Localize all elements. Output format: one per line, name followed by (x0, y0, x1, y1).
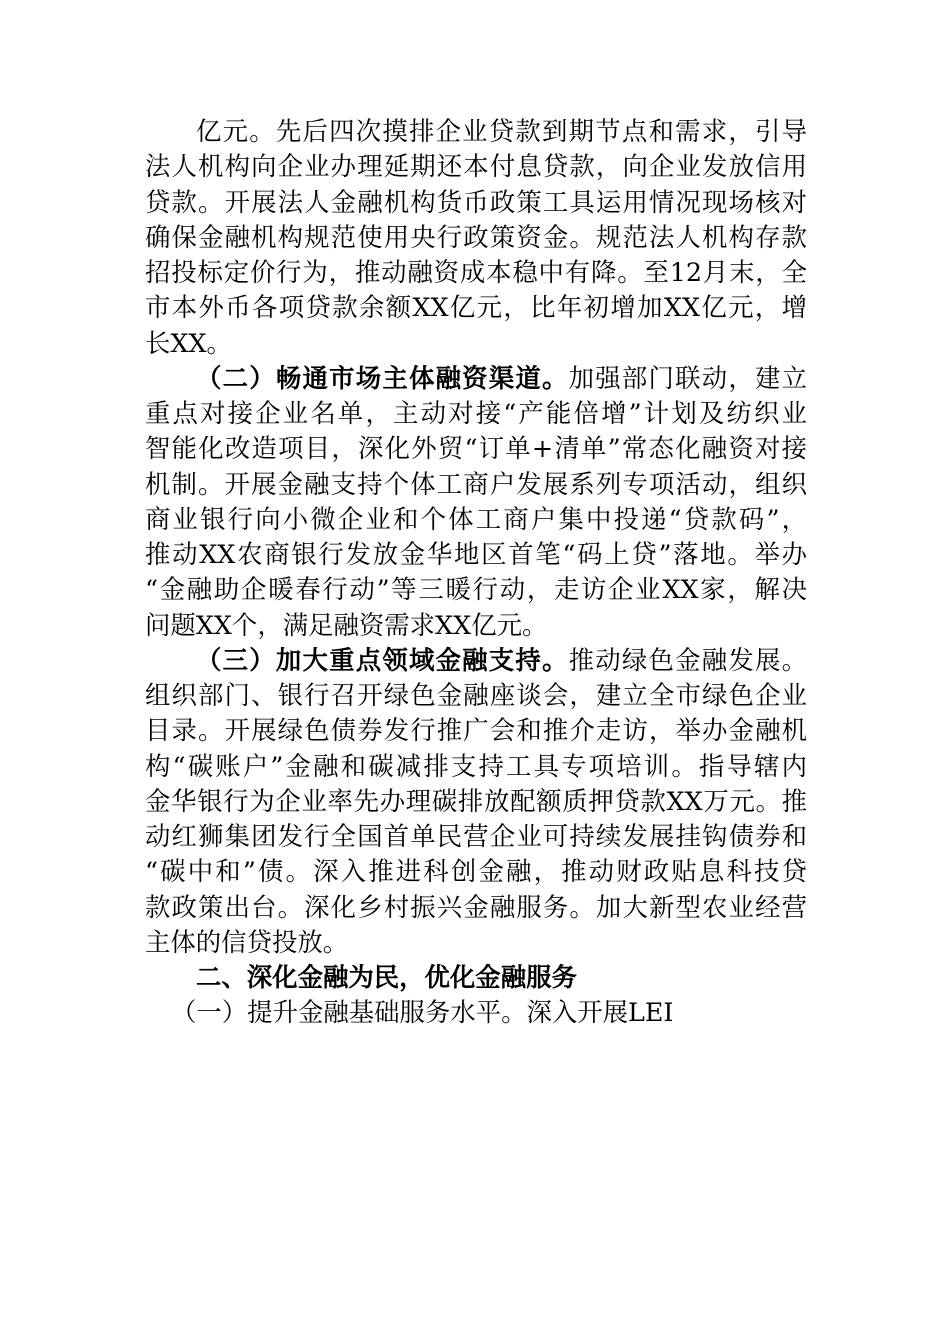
text-line: 构“碳账户”金融和碳减排支持工具专项培训。指导辖内 (145, 750, 807, 781)
section-2-title: （二）畅通市场主体融资渠道。 (196, 362, 569, 393)
text-line: 招投标定价行为，推动融资成本稳中有降。至12月末，全 (145, 257, 807, 287)
chapter-heading: 二、深化金融为民，优化金融服务 (196, 962, 577, 992)
text-line: 款政策出台。深化乡村振兴金融服务。加大新型农业经营 (145, 891, 807, 922)
text-line: 重点对接企业名单，主动对接“产能倍增”计划及纺织业 (145, 398, 807, 428)
text-line: 确保金融机构规范使用央行政策资金。规范法人机构存款 (145, 221, 807, 252)
section-2-lead-text: 加强部门联动，建立 (568, 362, 808, 393)
text-line: 亿元。先后四次摸排企业贷款到期节点和需求，引导 (196, 116, 807, 146)
text-line: 机制。开展金融支持个体工商户发展系列专项活动，组织 (145, 468, 807, 499)
section-2-lead-line (145, 361, 807, 396)
section-3-title: （三）加大重点领域金融支持。 (196, 644, 569, 675)
text-line: “金融助企暖春行动”等三暖行动，走访企业XX家，解决 (145, 574, 807, 605)
text-line: “碳中和”债。深入推进科创金融，推动财政贴息科技贷 (145, 856, 807, 887)
document-body (145, 114, 807, 1031)
text-line: 法人机构向企业办理延期还本付息贷款，向企业发放信用 (145, 151, 807, 182)
text-line: 商业银行向小微企业和个体工商户集中投递“贷款码”， (145, 503, 807, 534)
text-line: 市本外币各项贷款余额XX亿元，比年初增加XX亿元，增 (145, 292, 807, 323)
text-line: 问题XX个，满足融资需求XX亿元。 (145, 609, 548, 640)
section-3-lead-line (145, 643, 807, 678)
text-line: 长XX。 (145, 327, 232, 358)
subsection-lead-line: （一）提升金融基础服务水平。深入开展LEI (171, 997, 674, 1028)
text-line: 金华银行为企业率先办理碳排放配额质押贷款XX万元。推 (145, 785, 807, 816)
text-line: 动红狮集团发行全国首单民营企业可持续发展挂钩债券和 (145, 821, 807, 851)
section-3-lead-text: 推动绿色金融发展。 (568, 644, 808, 675)
text-line: 主体的信贷投放。 (145, 926, 349, 957)
text-line: 推动XX农商银行发放金华地区首笔“码上贷”落地。举办 (145, 539, 807, 569)
text-line: 贷款。开展法人金融机构货币政策工具运用情况现场核对 (145, 186, 807, 217)
text-line: 组织部门、银行召开绿色金融座谈会，建立全市绿色企业 (145, 680, 807, 710)
text-line: 目录。开展绿色债券发行推广会和推介走访，举办金融机 (145, 715, 807, 746)
text-line: 智能化改造项目，深化外贸“订单+清单”常态化融资对接 (145, 433, 807, 464)
